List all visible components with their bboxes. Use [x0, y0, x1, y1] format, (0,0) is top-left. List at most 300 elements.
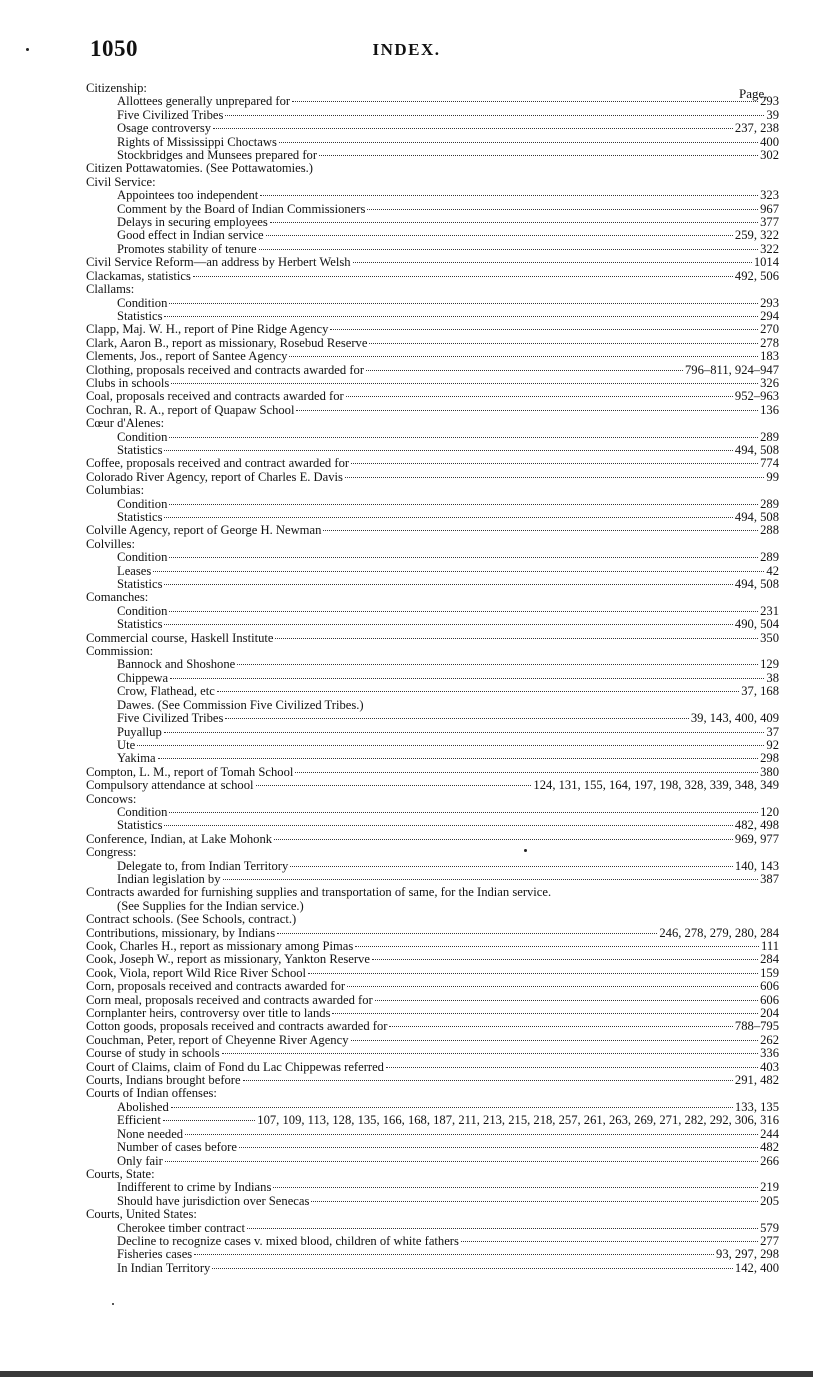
entry-text: Contracts awarded for furnishing supplies and transportation of same, for the Indian service.: [86, 885, 552, 900]
entry-text: Cherokee timber contract: [117, 1220, 245, 1235]
index-entry: [86, 658, 779, 671]
index-entry: [86, 1020, 779, 1033]
index-entry: [86, 1168, 779, 1181]
index-entry: [86, 1034, 779, 1047]
dot-leader: [353, 262, 752, 263]
entry-text: Conference, Indian, at Lake Mohonk: [86, 831, 273, 846]
dot-leader: [351, 463, 758, 464]
entry-text: Chippewa: [117, 670, 169, 685]
index-entry: [86, 632, 779, 645]
index-entry: [86, 431, 779, 444]
entry-text: Fisheries cases: [117, 1247, 193, 1262]
entry-text: Courts of Indian offenses:: [86, 1086, 217, 1101]
index-entry: [86, 471, 779, 484]
entry-pages: 291, 482: [734, 1073, 779, 1088]
dot-leader: [164, 316, 758, 317]
dot-leader: [153, 571, 764, 572]
entry-text: Puyallup: [117, 724, 162, 739]
index-entry: [86, 645, 779, 658]
entry-pages: 244: [760, 1126, 779, 1141]
dot-leader: [260, 195, 758, 196]
dot-leader: [266, 235, 733, 236]
index-entry: [86, 591, 779, 604]
dot-leader: [239, 1147, 758, 1148]
dot-leader: [461, 1241, 758, 1242]
entry-text: Cornplanter heirs, controversy over title to lands: [86, 1006, 331, 1021]
entry-pages: 326: [760, 375, 779, 390]
dot-leader: [273, 1187, 758, 1188]
entry-pages: 262: [760, 1032, 779, 1047]
entry-text: Cook, Joseph W., report as missionary, Yankton Reserve: [86, 952, 370, 967]
dot-leader: [247, 1228, 758, 1229]
dot-leader: [389, 1026, 732, 1027]
entry-text: Leases: [117, 563, 152, 578]
dot-leader: [369, 343, 758, 344]
entry-pages: 289: [760, 550, 779, 565]
dot-leader: [217, 691, 739, 692]
index-entry: [86, 109, 779, 122]
entry-pages: 380: [760, 764, 779, 779]
index-entry: [86, 1087, 779, 1100]
entry-text: Clubs in schools: [86, 375, 170, 390]
dot-leader: [270, 222, 758, 223]
dot-leader: [225, 115, 764, 116]
dot-leader: [169, 303, 758, 304]
index-entry: [86, 256, 779, 269]
entry-pages: 219: [760, 1180, 779, 1195]
entry-pages: 204: [760, 1006, 779, 1021]
entry-pages: 39: [766, 107, 779, 122]
index-entry: [86, 364, 779, 377]
entry-text: Colorado River Agency, report of Charles E. Davis: [86, 469, 343, 484]
index-entry: [86, 1074, 779, 1087]
index-entry: [86, 953, 779, 966]
entry-text: Good effect in Indian service: [117, 228, 264, 243]
entry-text: Course of study in schools: [86, 1046, 220, 1061]
index-entry: [86, 417, 779, 430]
entry-text: Statistics: [117, 308, 163, 323]
index-entry: [86, 1222, 779, 1235]
dot-leader: [223, 879, 759, 880]
dot-leader: [330, 329, 758, 330]
entry-text: Bannock and Shoshone: [117, 657, 236, 672]
entry-text: Indifferent to crime by Indians: [117, 1180, 272, 1195]
entry-text: Clallams:: [86, 282, 135, 297]
entry-pages: 246, 278, 279, 280, 284: [659, 925, 779, 940]
entry-pages: 183: [760, 349, 779, 364]
index-entry: [86, 149, 779, 162]
index-entry: [86, 1208, 779, 1221]
entry-pages: 336: [760, 1046, 779, 1061]
index-entry: [86, 498, 779, 511]
entry-text: Indian legislation by: [117, 871, 221, 886]
entry-pages: 142, 400: [734, 1260, 779, 1275]
stray-mark: [524, 849, 527, 852]
entry-text: Cochran, R. A., report of Quapaw School: [86, 402, 295, 417]
entry-text: Decline to recognize cases v. mixed blood, children of white fathers: [117, 1233, 459, 1248]
index-entry: [86, 136, 779, 149]
entry-pages: 482, 498: [734, 818, 779, 833]
index-entry: [86, 1181, 779, 1194]
entry-text: Statistics: [117, 510, 163, 524]
page-column-label: Page.: [739, 86, 768, 101]
entry-pages: 606: [760, 992, 779, 1007]
dot-leader: [311, 1201, 758, 1202]
entry-text: Courts, United States:: [86, 1207, 197, 1222]
entry-pages: 492, 506: [734, 268, 779, 283]
entry-text: Clackamas, statistics: [86, 268, 191, 283]
entry-text: Clark, Aaron B., report as missionary, Rosebud Reserve: [86, 335, 368, 350]
entry-text: Cotton goods, proposals received and contracts awarded for: [86, 1019, 388, 1034]
entry-text: Civil Service:: [86, 174, 156, 189]
dot-leader: [164, 732, 765, 733]
entry-text: Corn, proposals received and contracts awarded for: [86, 979, 346, 994]
dot-leader: [323, 530, 758, 531]
page-edge-rule: [0, 1371, 813, 1377]
entry-text: None needed: [117, 1126, 184, 1141]
index-entry: [86, 297, 779, 310]
index-entry: [86, 605, 779, 618]
index-entry: [86, 1101, 779, 1114]
index-entry: [86, 350, 779, 363]
index-entry: [86, 203, 779, 216]
entry-pages: 494, 508: [734, 577, 779, 592]
index-entry: [86, 95, 779, 108]
dot-leader: [332, 1013, 758, 1014]
index-entry: [86, 940, 779, 953]
entry-pages: 107, 109, 113, 128, 135, 166, 168, 187, 211, 213, 215, 218, 257, 261, 263, 269, 271, 282, 292, 306, 316: [257, 1113, 779, 1128]
dot-leader: [193, 276, 733, 277]
index-entry: [86, 82, 779, 95]
dot-leader: [164, 584, 732, 585]
entry-pages: 796–811, 924–947: [685, 362, 779, 377]
entry-text: Only fair: [117, 1153, 163, 1168]
entry-text: Commission:: [86, 644, 154, 659]
index-entry: [86, 377, 779, 390]
entry-pages: 99: [766, 469, 779, 484]
index-entry: [86, 779, 779, 792]
index-entry: [86, 578, 779, 591]
dot-leader: [346, 396, 733, 397]
dot-leader: [319, 155, 758, 156]
index-entry: [86, 122, 779, 135]
entry-text: Abolished: [117, 1099, 169, 1114]
index-entry: [86, 444, 779, 457]
entry-text: Contract schools. (See Schools, contract.): [86, 912, 297, 927]
index-entry: [86, 793, 779, 806]
index-entry: [86, 538, 779, 551]
entry-text: Condition: [117, 550, 168, 565]
entry-text: Court of Claims, claim of Fond du Lac Chippewas referred: [86, 1059, 384, 1074]
entry-pages: 289: [760, 429, 779, 444]
index-entry: [86, 524, 779, 537]
index-entry: [86, 846, 779, 859]
entry-pages: 129: [760, 657, 779, 672]
index-entry: [86, 176, 779, 189]
dot-leader: [169, 812, 758, 813]
index-entry: [86, 618, 779, 631]
index-entry: [86, 1061, 779, 1074]
entry-pages: 579: [760, 1220, 779, 1235]
dot-leader: [185, 1134, 758, 1135]
index-entry: [86, 766, 779, 779]
entry-pages: 133, 135: [734, 1099, 779, 1114]
entry-text: Commercial course, Haskell Institute: [86, 630, 274, 645]
entry-text: Cœur d'Alenes:: [86, 416, 165, 431]
entry-pages: 482: [760, 1140, 779, 1155]
dot-leader: [308, 973, 758, 974]
index-entry: [86, 1128, 779, 1141]
entry-pages: 111: [761, 939, 779, 953]
entry-pages: 284: [760, 952, 779, 967]
index-entry: [86, 323, 779, 336]
entry-pages: 278: [760, 335, 779, 350]
index-entry: [86, 404, 779, 417]
entry-text: Clothing, proposals received and contracts awarded for: [86, 362, 365, 377]
entry-text: Colvilles:: [86, 536, 135, 551]
dot-leader: [290, 866, 733, 867]
entry-text: Couchman, Peter, report of Cheyenne River Agency: [86, 1032, 349, 1047]
index-entry: [86, 886, 779, 899]
entry-text: Promotes stability of tenure: [117, 241, 257, 256]
entry-pages: 293: [760, 295, 779, 310]
entry-pages: 39, 143, 400, 409: [690, 711, 779, 726]
dot-leader: [259, 249, 759, 250]
dot-leader: [386, 1067, 758, 1068]
entry-text: Congress:: [86, 845, 137, 860]
entry-pages: 494, 508: [734, 510, 779, 524]
dot-leader: [165, 1161, 758, 1162]
index-entry: [86, 833, 779, 846]
entry-text: Number of cases before: [117, 1140, 237, 1155]
index-entry: [86, 927, 779, 940]
index-entry: [86, 806, 779, 819]
dot-leader: [169, 557, 758, 558]
entry-text: Statistics: [117, 442, 163, 457]
entry-text: Comment by the Board of Indian Commissioners: [117, 201, 366, 216]
dot-leader: [277, 933, 657, 934]
entry-text: Ute: [117, 737, 136, 752]
entry-text: Clements, Jos., report of Santee Agency: [86, 349, 288, 364]
entry-text: Delegate to, from Indian Territory: [117, 858, 289, 873]
entry-text: Citizenship:: [86, 81, 147, 95]
entry-text: Dawes. (See Commission Five Civilized Tribes.): [117, 697, 364, 712]
index-entry: [86, 229, 779, 242]
entry-text: Condition: [117, 295, 168, 310]
entry-text: Contributions, missionary, by Indians: [86, 925, 276, 940]
dot-leader: [275, 638, 758, 639]
entry-text: Courts, Indians brought before: [86, 1073, 241, 1088]
index-entry: [86, 994, 779, 1007]
entry-pages: 93, 297, 298: [716, 1247, 779, 1262]
index-entry: [86, 913, 779, 926]
entry-pages: 400: [760, 134, 779, 149]
entry-pages: 266: [760, 1153, 779, 1168]
dot-leader: [164, 825, 732, 826]
entry-text: Colville Agency, report of George H. Newman: [86, 523, 322, 538]
index-entry: [86, 216, 779, 229]
dot-leader: [366, 370, 683, 371]
index-entry: [86, 390, 779, 403]
entry-pages: 387: [760, 871, 779, 886]
entry-pages: 774: [760, 456, 779, 471]
entry-text: Condition: [117, 496, 168, 511]
dot-leader: [158, 758, 759, 759]
entry-pages: 377: [760, 215, 779, 230]
dot-leader: [289, 356, 758, 357]
entry-text: Corn meal, proposals received and contracts awarded for: [86, 992, 373, 1007]
dot-leader: [351, 1040, 759, 1041]
index-entry: [86, 457, 779, 470]
entry-text: Efficient: [117, 1113, 161, 1128]
entry-text: In Indian Territory: [117, 1260, 211, 1275]
entry-pages: 37, 168: [741, 684, 779, 699]
entry-pages: 288: [760, 523, 779, 538]
index-entry: [86, 819, 779, 832]
dot-leader: [137, 745, 764, 746]
entry-pages: 136: [760, 402, 779, 417]
entry-pages: 205: [760, 1193, 779, 1208]
entry-text: Concows:: [86, 791, 137, 806]
entry-pages: 38: [766, 670, 779, 685]
dot-leader: [169, 611, 758, 612]
entry-text: Courts, State:: [86, 1166, 155, 1181]
entry-pages: 1014: [753, 255, 779, 270]
dot-leader: [169, 504, 758, 505]
entry-text: Osage controversy: [117, 121, 212, 136]
index-entry: [86, 1141, 779, 1154]
entry-text: Civil Service Reform—an address by Herbert Welsh: [86, 255, 351, 270]
entry-text: Appointees too independent: [117, 188, 259, 203]
entry-text: Statistics: [117, 818, 163, 833]
dot-leader: [171, 383, 758, 384]
index-entry: [86, 243, 779, 256]
dot-leader: [375, 1000, 758, 1001]
index-entry: [86, 739, 779, 752]
entry-pages: 237, 238: [734, 121, 779, 136]
index-entry: [86, 672, 779, 685]
dot-leader: [296, 410, 758, 411]
entry-text: Cook, Viola, report Wild Rice River School: [86, 965, 307, 980]
index-entry: [86, 1248, 779, 1261]
entry-pages: 494, 508: [734, 442, 779, 457]
entry-text: Condition: [117, 429, 168, 444]
index-entry: [86, 337, 779, 350]
dot-leader: [355, 946, 759, 947]
entry-pages: 289: [760, 496, 779, 511]
index-entry: [86, 484, 779, 497]
stray-mark: [112, 1303, 114, 1305]
index-entry: [86, 726, 779, 739]
dot-leader: [347, 986, 758, 987]
entry-pages: 302: [760, 148, 779, 163]
dot-leader: [213, 128, 733, 129]
index-entry: [86, 980, 779, 993]
dot-leader: [171, 1107, 733, 1108]
entry-text: Delays in securing employees: [117, 215, 268, 230]
entry-text: (See Supplies for the Indian service.): [117, 898, 304, 913]
entry-pages: 952–963: [734, 389, 779, 404]
index-entry: [86, 565, 779, 578]
entry-pages: 350: [760, 630, 779, 645]
entry-text: Condition: [117, 603, 168, 618]
entry-pages: 270: [760, 322, 779, 337]
entry-pages: 403: [760, 1059, 779, 1074]
index-entry: [86, 1262, 779, 1275]
entry-text: Columbias:: [86, 483, 145, 498]
page-title: INDEX.: [372, 40, 441, 59]
stray-mark: [26, 48, 29, 51]
entry-text: Stockbridges and Munsees prepared for: [117, 148, 318, 163]
dot-leader: [164, 517, 732, 518]
entry-text: Comanches:: [86, 590, 149, 605]
entry-pages: 277: [760, 1233, 779, 1248]
entry-text: Compulsory attendance at school: [86, 778, 254, 793]
index-list: [86, 82, 779, 1275]
dot-leader: [345, 477, 764, 478]
index-entry: [86, 860, 779, 873]
entry-pages: 322: [760, 241, 779, 256]
index-entry: [86, 1047, 779, 1060]
index-entry: [86, 685, 779, 698]
entry-pages: 120: [760, 804, 779, 819]
entry-pages: 124, 131, 155, 164, 197, 198, 328, 339, 348, 349: [533, 778, 779, 793]
entry-text: Condition: [117, 804, 168, 819]
dot-leader: [256, 785, 532, 786]
index-entry: [86, 189, 779, 202]
entry-pages: 967: [760, 201, 779, 216]
index-entry: [86, 1235, 779, 1248]
entry-pages: 259, 322: [734, 228, 779, 243]
entry-text: Statistics: [117, 617, 163, 632]
index-entry: [86, 310, 779, 323]
dot-leader: [169, 437, 758, 438]
entry-text: Should have jurisdiction over Senecas: [117, 1193, 310, 1208]
index-entry: [86, 511, 779, 524]
entry-text: Crow, Flathead, etc: [117, 684, 215, 699]
dot-leader: [295, 772, 758, 773]
dot-leader: [243, 1080, 733, 1081]
entry-text: Yakima: [117, 751, 156, 766]
index-entry: [86, 551, 779, 564]
entry-pages: 37: [766, 724, 779, 739]
entry-text: Compton, L. M., report of Tomah School: [86, 764, 294, 779]
entry-text: Allottees generally unprepared for: [117, 94, 291, 109]
index-entry: [86, 1007, 779, 1020]
entry-pages: 92: [766, 737, 779, 752]
entry-pages: 159: [760, 965, 779, 980]
entry-text: Cook, Charles H., report as missionary among Pimas: [86, 939, 354, 953]
entry-text: Citizen Pottawatomies. (See Pottawatomies.): [86, 161, 313, 176]
dot-leader: [170, 678, 764, 679]
dot-leader: [274, 839, 733, 840]
dot-leader: [237, 664, 758, 665]
dot-leader: [164, 624, 732, 625]
dot-leader: [222, 1053, 758, 1054]
page-number: 1050: [90, 36, 138, 61]
index-entry: [86, 967, 779, 980]
dot-leader: [225, 718, 688, 719]
index-entry: [86, 283, 779, 296]
dot-leader: [372, 959, 758, 960]
dot-leader: [367, 209, 758, 210]
dot-leader: [212, 1268, 733, 1269]
entry-text: Clapp, Maj. W. H., report of Pine Ridge Agency: [86, 322, 329, 337]
index-entry: [86, 1155, 779, 1168]
entry-text: Five Civilized Tribes: [117, 107, 224, 122]
entry-pages: 298: [760, 751, 779, 766]
entry-pages: 42: [766, 563, 779, 578]
